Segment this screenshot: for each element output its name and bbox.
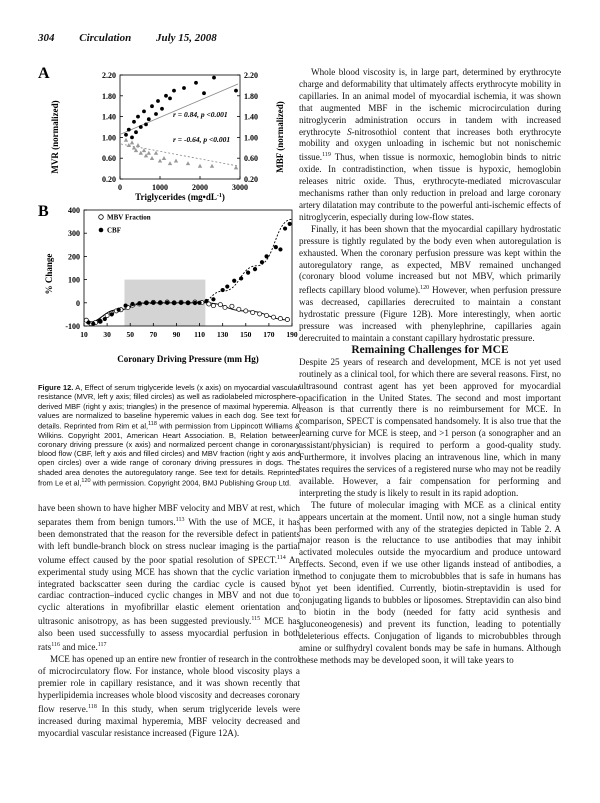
text-run: and mice. bbox=[59, 642, 98, 653]
mvr-point bbox=[194, 81, 198, 85]
mbv-point bbox=[258, 312, 262, 316]
panel-a-annotation-mbf: r = -0.64, p <0.001 bbox=[173, 135, 231, 144]
panel-a-mvr-trendline bbox=[121, 84, 238, 134]
panel-b-xtick-label: 150 bbox=[240, 330, 252, 339]
panel-b-xtick-label: 50 bbox=[126, 330, 134, 339]
cbf-point bbox=[172, 301, 176, 305]
body-paragraph bbox=[38, 503, 300, 654]
cbf-point bbox=[197, 301, 201, 305]
mbv-point bbox=[244, 309, 248, 313]
cbf-point bbox=[193, 301, 197, 305]
cbf-point bbox=[204, 299, 208, 303]
caption-ref-1: 118 bbox=[148, 421, 157, 427]
mvr-point bbox=[154, 112, 158, 116]
citation-ref: 114 bbox=[276, 554, 286, 561]
panel-b-ytick-label: 400 bbox=[68, 206, 80, 215]
mbv-point bbox=[271, 315, 275, 319]
cbf-point bbox=[124, 303, 128, 307]
panel-a-ytick-left-label: 0.60 bbox=[102, 154, 116, 164]
mbf-point bbox=[130, 140, 134, 144]
citation-ref: 113 bbox=[175, 516, 185, 523]
body-paragraph bbox=[299, 67, 561, 224]
panel-b-ytick-label: 200 bbox=[68, 252, 80, 262]
mvr-point bbox=[234, 89, 238, 93]
cbf-point bbox=[130, 302, 134, 306]
panel-b-xlabel: Coronary Driving Pressure (mm Hg) bbox=[117, 354, 259, 364]
mvr-point bbox=[134, 130, 138, 134]
panel-a-ytick-right-label: 1.80 bbox=[244, 91, 258, 101]
panel-a-xtick-label: 3000 bbox=[232, 183, 248, 192]
cbf-point bbox=[137, 301, 141, 305]
cbf-point bbox=[110, 312, 114, 316]
page-number: 304 bbox=[38, 32, 55, 44]
caption-text-2: with permission from Lippincott Williams & Wilkins. Copyright 2001, American Heart Association. B, Relation between coronary driving pressure (x axis) and normalized percent change in coronary blood flow (CBF, left y axis and filled circles) and MBV fraction (right y axis and open circles) over a wide range of coronary driving pressures in dogs. The shaded area denotes the autoregulatory range. See text for details. Reprinted from Le et al, bbox=[38, 421, 300, 488]
caption-ref-2: 120 bbox=[81, 477, 91, 484]
cbf-point bbox=[117, 308, 121, 312]
mbf-point bbox=[210, 164, 214, 168]
cbf-point bbox=[151, 301, 155, 305]
cbf-point bbox=[165, 301, 169, 305]
mbf-point bbox=[198, 164, 202, 168]
panel-a-ylabel-right: MBF (normalized) bbox=[275, 101, 285, 173]
text-run: However, when perfusion pressure was decreased, capillaries derecruited to maintain a constant hydrostatic pressure (Figure 12B). More interestingly, when aortic pressure was increased with phenylephrine, capillaries again derecruited to maintain a constant capillary hydrostatic pressure. bbox=[299, 285, 561, 344]
mvr-point bbox=[160, 107, 164, 111]
panel-a-ytick-left-label: 1.80 bbox=[102, 91, 116, 101]
cbf-point bbox=[288, 222, 292, 226]
mvr-point bbox=[150, 104, 154, 108]
mbv-point bbox=[264, 313, 268, 317]
caption-label: Figure 12. bbox=[38, 383, 74, 392]
figure-caption bbox=[38, 383, 300, 488]
mvr-point bbox=[172, 89, 176, 93]
panel-a-ylabel-left: MVR (normalized) bbox=[50, 100, 60, 174]
text-run: Whole blood viscosity is, in large part, determined by erythrocyte charge and deformability that ultimately affects erythrocyte mobility in capillaries. In an animal model of myocardial ischemia, it was shown that augmented MBF in the ischemic microcirculation during nitroglycerin administration occurs in tandem with increased erythrocyte bbox=[299, 67, 561, 137]
panel-a-ytick-left-label: 1.40 bbox=[102, 112, 116, 122]
panel-b-ytick-label: -100 bbox=[65, 322, 80, 331]
mvr-point bbox=[139, 125, 143, 129]
mbv-point bbox=[285, 317, 289, 321]
cbf-point bbox=[260, 260, 264, 264]
panel-a-mbf-trendline bbox=[121, 144, 238, 166]
text-run: -nitrosothiol content that increases both erythrocyte mobility and oxygen unloading in ischemic but not nonischemic tissue. bbox=[299, 126, 561, 163]
panel-a-xtick-label: 0 bbox=[118, 183, 122, 192]
panel-b-ytick-label: 100 bbox=[68, 275, 80, 285]
mbf-point bbox=[154, 151, 158, 155]
text-run: In this study, when serum triglyceride levels were increased during maximal hyperemia, MBF velocity decreased and myocardial vascular resistance increased (Figure 12A). bbox=[38, 703, 300, 738]
mbv-point bbox=[211, 303, 215, 307]
cbf-point bbox=[264, 254, 268, 258]
citation-ref: 120 bbox=[420, 285, 430, 292]
journal-name: Circulation bbox=[79, 32, 132, 44]
mvr-point bbox=[147, 117, 151, 121]
body-paragraph bbox=[299, 357, 561, 500]
mvr-point bbox=[142, 110, 146, 114]
legend-mbv-marker bbox=[99, 215, 104, 220]
mbv-point bbox=[223, 305, 227, 309]
mvr-point bbox=[182, 86, 186, 90]
cbf-point bbox=[144, 301, 148, 305]
mvr-point bbox=[202, 91, 206, 95]
mvr-point bbox=[156, 99, 160, 103]
panel-b-xtick-label: 10 bbox=[80, 330, 88, 339]
panel-a-xtick-label: 2000 bbox=[192, 183, 208, 192]
body-paragraph bbox=[299, 500, 561, 667]
panel-b-xtick-label: 70 bbox=[149, 330, 158, 339]
text-run: Finally, it has been shown that the myocardial capillary hydrostatic pressure is tightly regulated by the body even when autoregulation is exhausted. When the coronary perfusion pressure was kept within the autoregulatory range, as expected, MBV remained unchanged (coronary blood volume increased but not MBV, which primarily reflects capillary blood volume). bbox=[299, 223, 561, 296]
text-run: With the use of MCE, it has been demonstrated that the reason for the reversible defect in patients with left bundle-branch block on stress nuclear imaging is the partial volume effect caused by the poor spatial resolution of SPECT. bbox=[38, 516, 300, 565]
italic-text: S bbox=[347, 126, 352, 137]
citation-ref: 115 bbox=[251, 616, 261, 623]
panel-a-xlabel-sup: -1 bbox=[216, 193, 222, 199]
cbf-point bbox=[186, 301, 190, 305]
text-run: Thus, when tissue is normoxic, hemoglobin binds to nitric oxide. In contradistinction, when tissue is hypoxic, hemoglobin releases nitric oxide. Thus, erythrocyte-mediated microvascular mechanisms rather than only reduction in preload and large coronary artery dilatation may contribute to the powerful anti-ischemic effects of nitroglycerin, especially during low-flow states. bbox=[299, 152, 561, 222]
citation-ref: 119 bbox=[322, 152, 331, 159]
mvr-point bbox=[130, 136, 134, 140]
mvr-point bbox=[168, 97, 172, 101]
figure-12-panel-b bbox=[38, 204, 300, 374]
text-run: Despite 25 years of research and development, MCE is not yet used routinely as a clinical tool, for which there are several reasons. First, no ultrasound contrast agent has yet been approved for myocardial opacification in the United States. The second and most important reason is that currently there is no reimbursement for MCE. In comparison, SPECT is compensated handsomely. It is also true that the learning curve for MCE is steep, and >1 person (a sonographer and an assistant/physician) is required to perform a good-quality study. Furthermore, it involves placing an intravenous line, which in many states requires the services of a registered nurse who may not be readily available. However, a fair compensation for performing and interpreting the study is likely to result in its rapid adoption. bbox=[299, 356, 561, 498]
cbf-point bbox=[98, 319, 102, 323]
mbf-point bbox=[186, 161, 190, 165]
panel-b-xtick-label: 30 bbox=[103, 330, 111, 339]
cbf-point bbox=[253, 267, 257, 271]
panel-a-xtick-label: 1000 bbox=[152, 183, 168, 192]
mbv-point bbox=[251, 310, 255, 314]
citation-ref: 118 bbox=[88, 703, 97, 710]
mvr-point bbox=[164, 94, 168, 98]
text-run: have been shown to have higher MBF velocity and MBV at rest, which separates them from benign tumors. bbox=[38, 503, 300, 527]
mvr-point bbox=[124, 133, 128, 137]
panel-a-ytick-right-label: 0.20 bbox=[244, 175, 258, 184]
mbv-point bbox=[218, 303, 222, 307]
mbf-point bbox=[150, 156, 154, 160]
mbv-point bbox=[278, 316, 282, 320]
panel-b-xtick-label: 110 bbox=[194, 330, 205, 339]
cbf-point bbox=[91, 322, 95, 326]
caption-text: A, Effect of serum triglyceride levels (x axis) on myocardial vascular resistance (MVR, left y axis; filled circles) as well as radiolabeled microsphere–derived MBF (right y axis; triangles) in the presence of maximal hyperemia. All values are normalized to baseline hyperemic values in each dog. See text for details. Reprinted from Rim et al, bbox=[38, 383, 300, 431]
body-paragraph bbox=[299, 224, 561, 345]
text-run: The future of molecular imaging with MCE as a clinical entity appears uncertain at the moment. Until now, not a single human study has been performed with any of the strategies depicted in Table 2. A major reason is the reluctance to use antibodies that may inhibit activated molecules outside the myocardium and produce untoward effects. Second, even if we use other ligands instead of antibodies, a method to conjugate them to microbubbles that is safe in humans has not yet been identified. Currently, biotin-streptavidin is used for conjugating ligands to bubbles or liposomes. Streptavidin can also bind to biotin in the body (needed for fatty acid synthesis and gluconeogenesis) and prevent its function, leading to potentially deleterious effects. Conjugation of ligands to microbubbles through amine or sulfhydryl covalent bonds may be safe in humans. Although these methods may be developed soon, it will take years to bbox=[299, 499, 561, 665]
panel-a-xlabel bbox=[135, 192, 225, 202]
text-run: MCE has opened up an entire new frontier of research in the control of microcirculatory flow. For instance, whole blood viscosity plays a premier role in capillary resistance, and it was shown recently that hyperlipidemia increases whole blood viscosity and decreases coronary flow reserve. bbox=[38, 654, 300, 714]
panel-b-label: B bbox=[38, 204, 49, 220]
cbf-point bbox=[225, 284, 229, 288]
mvr-point bbox=[127, 128, 131, 132]
text-run: An experimental study using MCE has shown that the cyclic variation in integrated backscatter seen during the cardiac cycle is caused by cardiac contraction–induced cyclic changes in MBV and not due to cyclic alterations in myofibrillar elastic element orientation and ultrasonic anisotropy, as has been suggested previously. bbox=[38, 554, 300, 627]
panel-b-ytick-label: 0 bbox=[76, 298, 80, 308]
body-paragraph bbox=[38, 654, 300, 739]
legend-cbf-marker bbox=[99, 228, 104, 233]
mvr-point bbox=[136, 115, 140, 119]
cbf-point bbox=[221, 288, 225, 292]
mbv-point bbox=[237, 307, 241, 311]
panel-a-xlabel-main: Triglycerides (mg•dL bbox=[135, 192, 217, 202]
panel-a-ytick-right-label: 1.40 bbox=[244, 112, 258, 122]
mvr-point bbox=[212, 76, 216, 80]
mbv-point bbox=[105, 313, 109, 317]
panel-a-ytick-left-label: 0.20 bbox=[102, 175, 116, 184]
section-heading: Remaining Challenges for MCE bbox=[351, 343, 509, 356]
mbf-point bbox=[174, 159, 178, 163]
mbf-point bbox=[147, 151, 151, 155]
cbf-point bbox=[246, 271, 250, 275]
right-text-column bbox=[299, 67, 561, 666]
cbf-point bbox=[158, 300, 162, 304]
mbf-point bbox=[124, 138, 128, 142]
panel-a-annotation-mvr: r = 0.84, p <0.001 bbox=[173, 110, 228, 119]
figure-12-panel-a bbox=[38, 62, 300, 202]
citation-ref: 116 bbox=[51, 642, 60, 649]
citation-ref: 117 bbox=[97, 642, 107, 649]
running-header bbox=[38, 32, 239, 44]
panel-b-ytick-label: 300 bbox=[68, 229, 80, 239]
caption-text-3: with permission. Copyright 2004, BMJ Publishing Group Ltd. bbox=[90, 478, 292, 488]
panel-a-label: A bbox=[38, 65, 50, 82]
mvr-point bbox=[144, 123, 148, 127]
issue-date: July 15, 2008 bbox=[155, 32, 217, 44]
cbf-point bbox=[283, 226, 287, 230]
mvr-point bbox=[132, 120, 136, 124]
panel-a-ytick-right-label: 1.00 bbox=[244, 133, 258, 143]
cbf-point bbox=[87, 320, 91, 324]
panel-a-ytick-left-label: 1.00 bbox=[102, 133, 116, 143]
legend-cbf-label: CBF bbox=[107, 226, 121, 235]
panel-b-xtick-label: 130 bbox=[217, 330, 229, 339]
cbf-point bbox=[103, 317, 107, 321]
panel-b-xtick-label: 90 bbox=[172, 330, 181, 339]
cbf-point bbox=[274, 245, 278, 249]
cbf-point bbox=[179, 301, 183, 305]
panel-b-ylabel: % Change bbox=[44, 253, 54, 295]
panel-a-ytick-right-label: 2.20 bbox=[244, 71, 258, 80]
cbf-point bbox=[232, 279, 236, 283]
text-run: MCE has also been used successfully to assess myocardial perfusion in both rats bbox=[38, 616, 301, 653]
panel-a-ytick-left-label: 2.20 bbox=[102, 71, 116, 80]
mbf-point bbox=[132, 146, 136, 150]
cbf-point bbox=[239, 276, 243, 280]
panel-b-xtick-label: 170 bbox=[263, 330, 275, 339]
cbf-point bbox=[211, 297, 215, 301]
mbf-point bbox=[136, 143, 140, 147]
mbv-point bbox=[230, 304, 234, 308]
panel-b-legend bbox=[99, 214, 151, 235]
panel-a-xticks bbox=[118, 176, 248, 192]
cbf-point bbox=[278, 247, 282, 251]
panel-b-xtick-label: 190 bbox=[286, 330, 298, 339]
mbf-point bbox=[158, 159, 162, 163]
left-text-column bbox=[38, 503, 300, 739]
panel-a-xlabel-end: ) bbox=[221, 192, 225, 202]
mbf-point bbox=[168, 161, 172, 165]
mbf-point bbox=[162, 156, 166, 160]
mbf-point bbox=[234, 165, 238, 169]
legend-mbv-label: MBV Fraction bbox=[107, 213, 151, 222]
panel-a-ytick-right-label: 0.60 bbox=[244, 154, 258, 164]
